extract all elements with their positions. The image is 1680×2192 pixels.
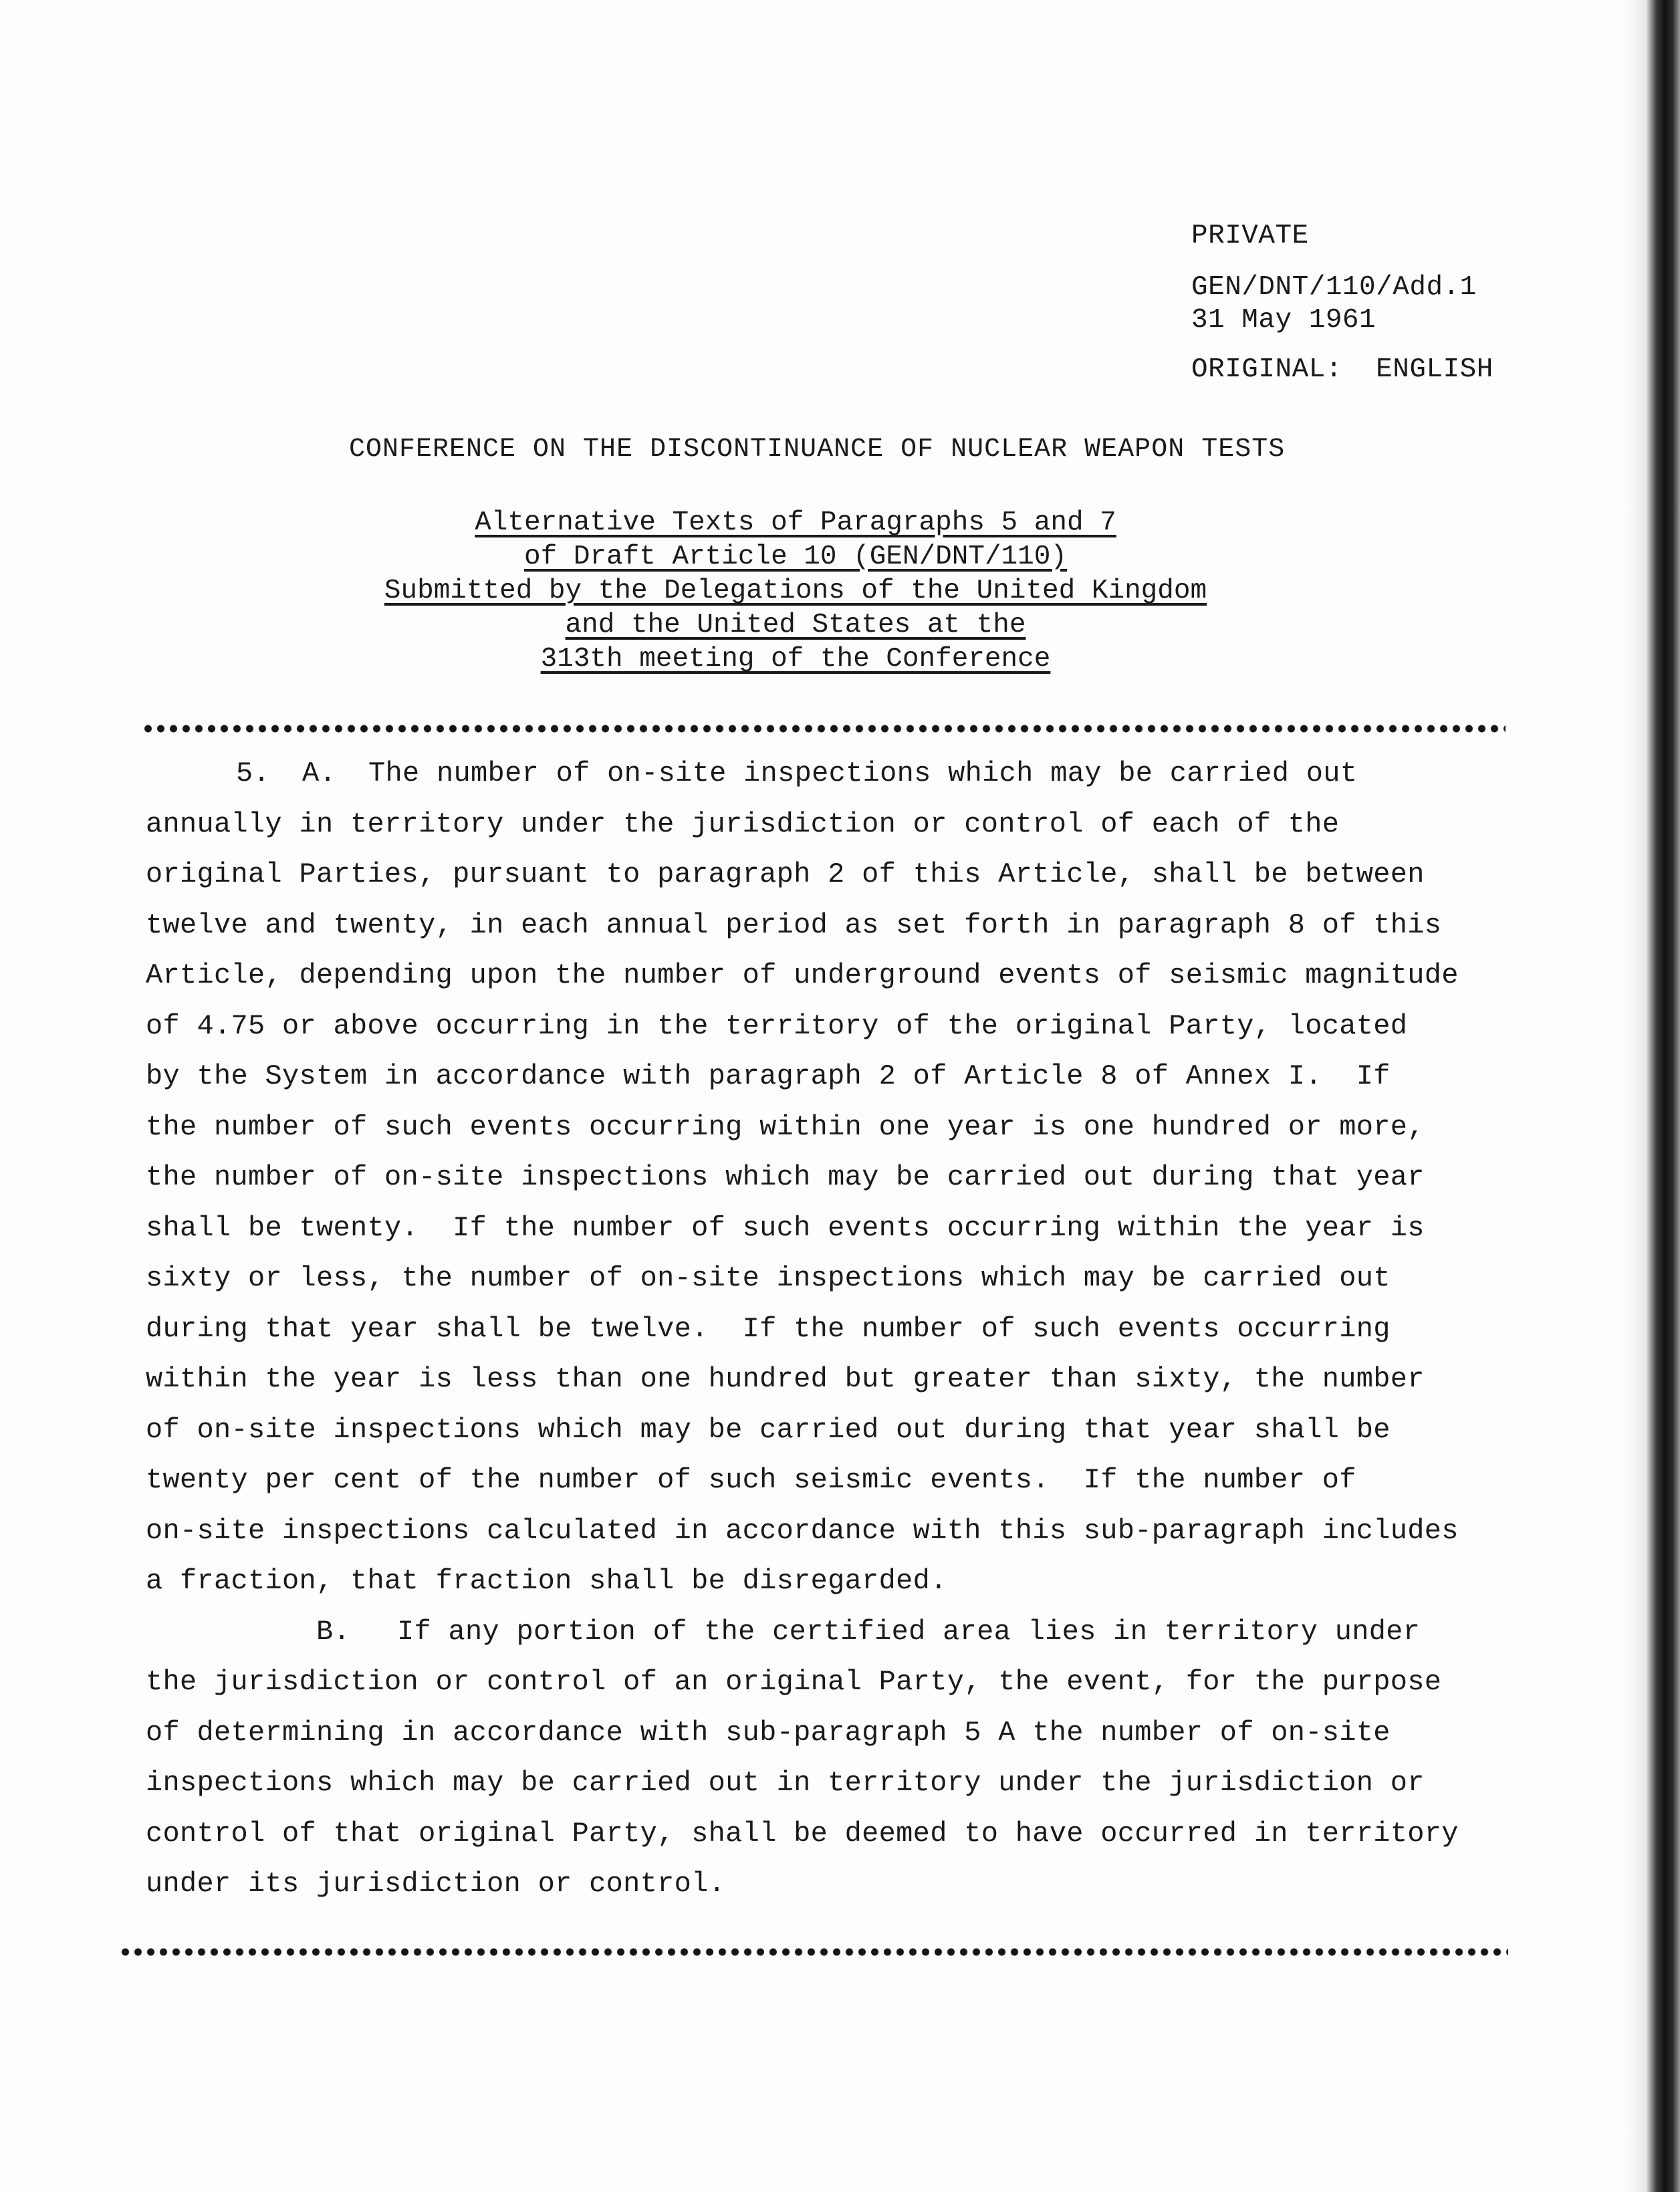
text-line: by the System in accordance with paragraph 2 of Article 8 of Annex I. If [146,1060,1391,1092]
text-line: If any portion of the certified area lies in territory under [397,1615,1421,1648]
paragraph-5a-first-line [146,749,1489,800]
text-line: the jurisdiction or control of an original Party, the event, for the purpose [146,1666,1442,1698]
text-line: sixty or less, the number of on-site inspections which may be carried out [146,1262,1391,1294]
text-line: on-site inspections calculated in accordance with this sub-paragraph includes [146,1514,1459,1547]
paragraph-number: 5. [236,757,271,789]
text-line: the number of such events occurring within one year is one hundred or more, [146,1110,1425,1143]
subtitle-line: Alternative Texts of Paragraphs 5 and 7 [475,507,1116,538]
subtitle-line: 313th meeting of the Conference [540,644,1051,675]
text-line: annually in territory under the jurisdiction or control of each of the [146,808,1340,840]
text-line: shall be twenty. If the number of such events occurring within the year is [146,1211,1425,1244]
text-line: inspections which may be carried out in territory under the jurisdiction or [146,1767,1425,1799]
text-line: of on-site inspections which may be carried out during that year shall be [146,1413,1391,1446]
text-line: The number of on-site inspections which may be carried out [368,757,1358,789]
dotted-separator-bottom [119,1947,1508,1957]
paragraph-5b-first-line [146,1607,1489,1658]
conference-title: CONFERENCE ON THE DISCONTINUANCE OF NUCLEAR WEAPON TESTS [349,435,1286,465]
document-subtitle [334,506,1257,677]
text-line: the number of on-site inspections which may be carried out during that year [146,1161,1425,1193]
text-line: twenty per cent of the number of such seismic events. If the number of [146,1464,1356,1496]
text-line: Article, depending upon the number of underground events of seismic magnitude [146,959,1459,991]
text-line: control of that original Party, shall be deemed to have occurred in territory [146,1817,1459,1850]
body-text [146,749,1489,1910]
original-language: ORIGINAL: ENGLISH [1191,354,1493,385]
document-symbol: GEN/DNT/110/Add.1 [1191,272,1477,303]
text-line: during that year shall be twelve. If the number of such events occurring [146,1312,1391,1345]
document-date: 31 May 1961 [1191,305,1376,336]
text-line: original Parties, pursuant to paragraph 2 of this Article, shall be between [146,858,1425,890]
text-line: of 4.75 or above occurring in the territory of the original Party, located [146,1009,1408,1042]
subparagraph-label: B. [316,1615,351,1648]
text-line: twelve and twenty, in each annual period as set forth in paragraph 8 of this [146,908,1442,941]
scan-edge-shadow [1626,0,1680,2192]
dotted-separator-top [142,724,1506,733]
subtitle-line: of Draft Article 10 (GEN/DNT/110) [524,541,1067,572]
text-line: a fraction, that fraction shall be disregarded. [146,1565,947,1597]
subtitle-line: Submitted by the Delegations of the United Kingdom [384,576,1207,606]
text-line: of determining in accordance with sub-paragraph 5 A the number of on-site [146,1716,1391,1749]
classification-label: PRIVATE [1191,221,1309,251]
subparagraph-label: A. [302,757,337,789]
subtitle-line: and the United States at the [565,610,1026,640]
text-line: within the year is less than one hundred but greater than sixty, the number [146,1363,1425,1395]
text-line: under its jurisdiction or control. [146,1868,726,1900]
